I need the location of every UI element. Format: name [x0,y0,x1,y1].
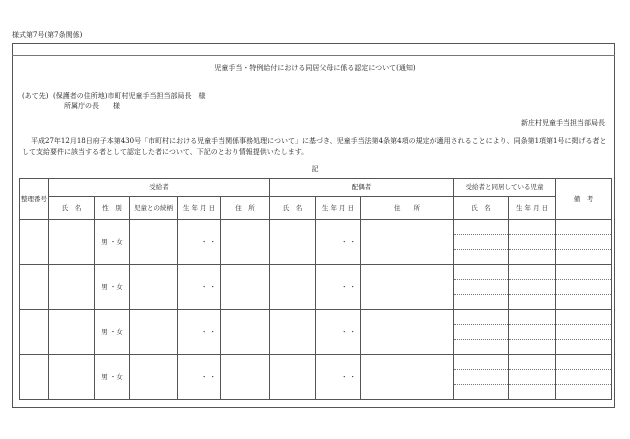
header-recipient: 受給者 [49,179,270,197]
sender: 新庄村児童手当担当部局長 [521,119,605,127]
page-title: 児童手当・特例給付における同居父母に係る認定について(通知) [214,64,416,72]
cell-spouse-name[interactable] [270,355,316,400]
addressee-prefix: (あて先) [22,92,49,100]
form-label: 様式第7号(第7条関係) [12,31,83,39]
header-remarks: 備 考 [556,179,612,220]
table-row [20,355,612,400]
cell-recipient-dob[interactable]: ・ ・ [178,265,221,310]
cell-recipient-relation[interactable] [130,265,178,310]
header-spouse: 配偶者 [270,179,454,197]
cell-child-dob[interactable] [509,310,556,355]
addressee-line-1: (保護者の住所地)市町村児童手当担当部局長 様 [53,92,206,100]
cell-spouse-dob[interactable]: ・ ・ [316,355,361,400]
cell-recipient-gender[interactable]: 男 ・女 [95,310,130,355]
cell-remarks[interactable] [556,310,612,355]
header-child: 受給者と同居している児童 [454,179,556,197]
cell-spouse-address[interactable] [361,355,454,400]
cell-child-name[interactable] [454,355,509,400]
cell-spouse-address[interactable] [361,265,454,310]
cell-recipient-dob[interactable]: ・ ・ [178,355,221,400]
cell-recipient-address[interactable] [221,310,270,355]
cell-number[interactable] [20,265,49,310]
subheader-child-name: 氏 名 [454,197,509,220]
table-row [20,265,612,310]
cell-recipient-gender[interactable]: 男 ・女 [95,220,130,265]
cell-spouse-dob[interactable]: ・ ・ [316,310,361,355]
cell-child-dob[interactable] [509,220,556,265]
cell-number[interactable] [20,355,49,400]
cell-spouse-name[interactable] [270,220,316,265]
cell-spouse-dob[interactable]: ・ ・ [316,265,361,310]
addressee-line-2: 所属庁の長 様 [64,102,120,110]
cell-remarks[interactable] [556,265,612,310]
cell-child-name[interactable] [454,310,509,355]
cell-recipient-gender[interactable]: 男 ・女 [95,265,130,310]
cell-remarks[interactable] [556,220,612,265]
subheader-recipient-gender: 性 別 [95,197,130,220]
subheader-recipient-relation: 児童との続柄 [130,197,178,220]
recipients-table [19,178,612,400]
subheader-recipient-dob: 生 年 月 日 [178,197,221,220]
cell-recipient-name[interactable] [49,355,95,400]
cell-recipient-relation[interactable] [130,355,178,400]
cell-child-name[interactable] [454,265,509,310]
cell-recipient-address[interactable] [221,220,270,265]
cell-number[interactable] [20,220,49,265]
cell-recipient-dob[interactable]: ・ ・ [178,310,221,355]
cell-spouse-address[interactable] [361,220,454,265]
header-number: 整理番号 [20,179,49,220]
table-row [20,220,612,265]
cell-recipient-relation[interactable] [130,310,178,355]
subheader-recipient-address: 住 所 [221,197,270,220]
cell-recipient-gender[interactable]: 男 ・女 [95,355,130,400]
cell-child-name[interactable] [454,220,509,265]
ki-marker: 記 [311,165,319,173]
cell-recipient-name[interactable] [49,220,95,265]
cell-spouse-dob[interactable]: ・ ・ [316,220,361,265]
cell-recipient-name[interactable] [49,310,95,355]
body-text: 平成27年12月18日府子本第430号「市町村における児童手当関係事務処理について」に基づき、児童手当法第4条第4項の規定が適用されることにより、同条第1項第1号に掲げる者として支給要件に該当する者として認定した者について、下記のとおり情報提供いたします。 [22,137,607,156]
cell-child-dob[interactable] [509,355,556,400]
subheader-recipient-name: 氏 名 [49,197,95,220]
subheader-spouse-dob: 生 年 月 日 [316,197,361,220]
cell-recipient-name[interactable] [49,265,95,310]
subheader-spouse-address: 住 所 [361,197,454,220]
cell-remarks[interactable] [556,355,612,400]
cell-child-dob[interactable] [509,265,556,310]
subheader-spouse-name: 氏 名 [270,197,316,220]
cell-recipient-address[interactable] [221,265,270,310]
subheader-child-dob: 生 年 月 日 [509,197,556,220]
cell-spouse-address[interactable] [361,310,454,355]
cell-recipient-dob[interactable]: ・ ・ [178,220,221,265]
cell-spouse-name[interactable] [270,265,316,310]
cell-recipient-relation[interactable] [130,220,178,265]
cell-recipient-address[interactable] [221,355,270,400]
frame-top-divider [12,55,615,56]
cell-spouse-name[interactable] [270,310,316,355]
cell-number[interactable] [20,310,49,355]
table-row [20,310,612,355]
